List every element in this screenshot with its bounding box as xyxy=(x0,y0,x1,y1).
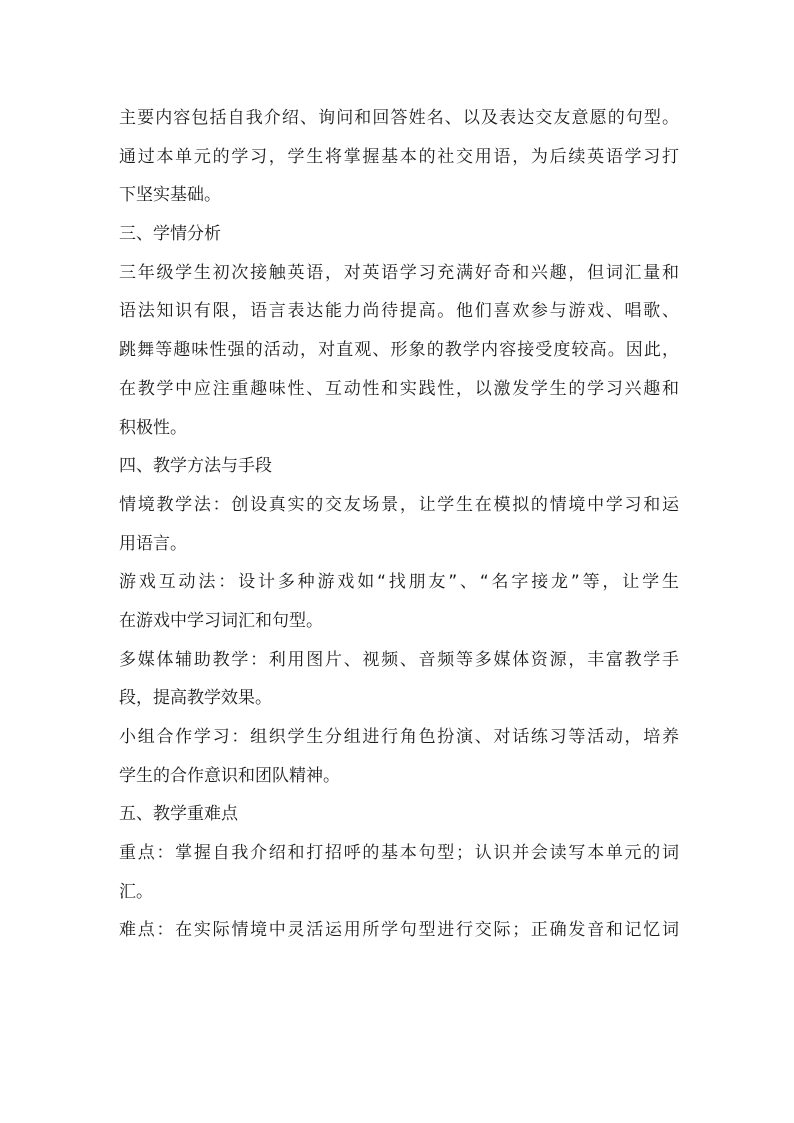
paragraph-line: 小组合作学习：组织学生分组进行角色扮演、对话练习等活动，培养 xyxy=(119,727,679,747)
section-heading: 五、教学重难点 xyxy=(119,804,238,825)
document-body xyxy=(119,99,679,950)
paragraph-line: 通过本单元的学习，学生将掌握基本的社交用语，为后续英语学习打 xyxy=(119,146,679,167)
paragraph-line: 用语言。 xyxy=(119,533,187,554)
paragraph-line: 汇。 xyxy=(119,881,153,902)
paragraph-line: 在游戏中学习词汇和句型。 xyxy=(119,610,323,631)
paragraph-line: 学生的合作意识和团队精神。 xyxy=(119,765,340,786)
paragraph-line: 重点：掌握自我介绍和打招呼的基本句型；认识并会读写本单元的词 xyxy=(119,843,679,864)
paragraph-line: 语法知识有限，语言表达能力尚待提高。他们喜欢参与游戏、唱歌、 xyxy=(119,301,679,322)
section-heading: 四、教学方法与手段 xyxy=(119,456,272,477)
paragraph-line: 难点：在实际情境中灵活运用所学句型进行交际；正确发音和记忆词 xyxy=(119,920,679,941)
paragraph-line: 主要内容包括自我介绍、询问和回答姓名、以及表达交友意愿的句型。 xyxy=(119,108,679,128)
paragraph-line: 在教学中应注重趣味性、互动性和实践性，以激发学生的学习兴趣和 xyxy=(119,378,679,399)
paragraph-line: 跳舞等趣味性强的活动，对直观、形象的教学内容接受度较高。因此， xyxy=(119,340,679,361)
paragraph-line: 下坚实基础。 xyxy=(119,185,221,206)
paragraph-line: 游戏互动法：设计多种游戏如“找朋友”、“名字接龙”等，让学生 xyxy=(119,572,679,593)
section-heading: 三、学情分析 xyxy=(119,224,221,245)
paragraph-line: 三年级学生初次接触英语，对英语学习充满好奇和兴趣，但词汇量和 xyxy=(119,262,679,283)
paragraph-line: 多媒体辅助教学：利用图片、视频、音频等多媒体资源，丰富教学手 xyxy=(119,649,679,670)
paragraph-line: 段，提高教学效果。 xyxy=(119,688,272,709)
paragraph-line: 积极性。 xyxy=(119,417,187,438)
paragraph-line: 情境教学法：创设真实的交友场景，让学生在模拟的情境中学习和运 xyxy=(119,494,679,515)
